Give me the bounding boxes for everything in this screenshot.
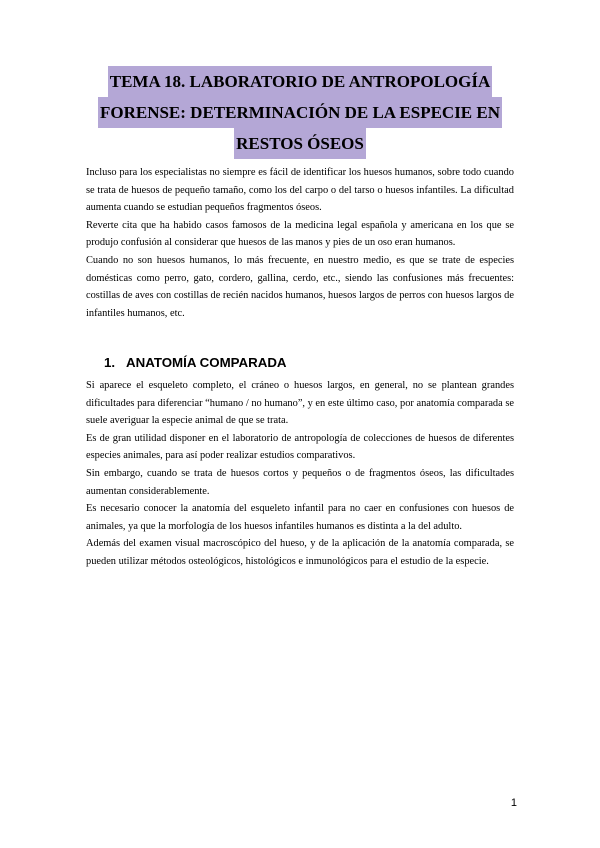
- paragraph: Es necesario conocer la anatomía del esqueleto infantil para no caer en confusiones con huesos de animales, ya que la morfología de los huesos infantiles humanos es distinta a la del adulto.: [86, 503, 514, 532]
- section-body: [86, 377, 514, 571]
- title-line: FORENSE: DETERMINACIÓN DE LA ESPECIE EN: [98, 97, 502, 128]
- paragraph: Reverte cita que ha habido casos famosos de la medicina legal española y americana en los que se produjo confusión al considerar que huesos de las manos y pies de un oso eran humanos.: [86, 219, 514, 249]
- paragraph: Es de gran utilidad disponer en el laboratorio de antropología de colecciones de huesos de diferentes especies animales, para así poder realizar estudios comparativos.: [86, 432, 514, 462]
- paragraph: Cuando no son huesos humanos, lo más frecuente, en nuestro medio, es que se trate de especies domésticas como perro, gato, cordero, gallina, cerdo, etc., siendo las confusiones más frecuentes: costillas de aves con costillas de recién nacidos humanos, huesos largos de perros con huesos largos de infantiles humanos, etc.: [86, 254, 514, 319]
- section-heading: [104, 355, 287, 370]
- page-title: [80, 66, 520, 159]
- title-line: RESTOS ÓSEOS: [234, 128, 366, 159]
- paragraph: Sin embargo, cuando se trata de huesos cortos y pequeños o de fragmentos óseos, las dificultades aumentan considerablemente.: [86, 467, 514, 497]
- paragraph: Si aparece el esqueleto completo, el cráneo o huesos largos, en general, no se plantean grandes dificultades para diferenciar “humano / no humano”, y en este último caso, por anatomía comparada se suele averiguar la especie animal de que se trata.: [86, 380, 514, 427]
- title-line: TEMA 18. LABORATORIO DE ANTROPOLOGÍA: [108, 66, 493, 97]
- intro-text: [86, 164, 514, 322]
- page-number: 1: [510, 797, 517, 809]
- section-title: ANATOMÍA COMPARADA: [126, 355, 287, 370]
- section-number: 1.: [104, 355, 116, 370]
- paragraph: Incluso para los especialistas no siempre es fácil de identificar los huesos humanos, sobre todo cuando se trata de huesos de pequeño tamaño, como los del carpo o del tarso o huesos infantiles. La dificultad aumenta cuando se estudian pequeños fragmentos óseos.: [86, 167, 514, 214]
- paragraph: Además del examen visual macroscópico del hueso, y de la aplicación de la anatomía comparada, se pueden utilizar métodos osteológicos, histológicos e inmunológicos para el estudio de la especie.: [86, 538, 514, 567]
